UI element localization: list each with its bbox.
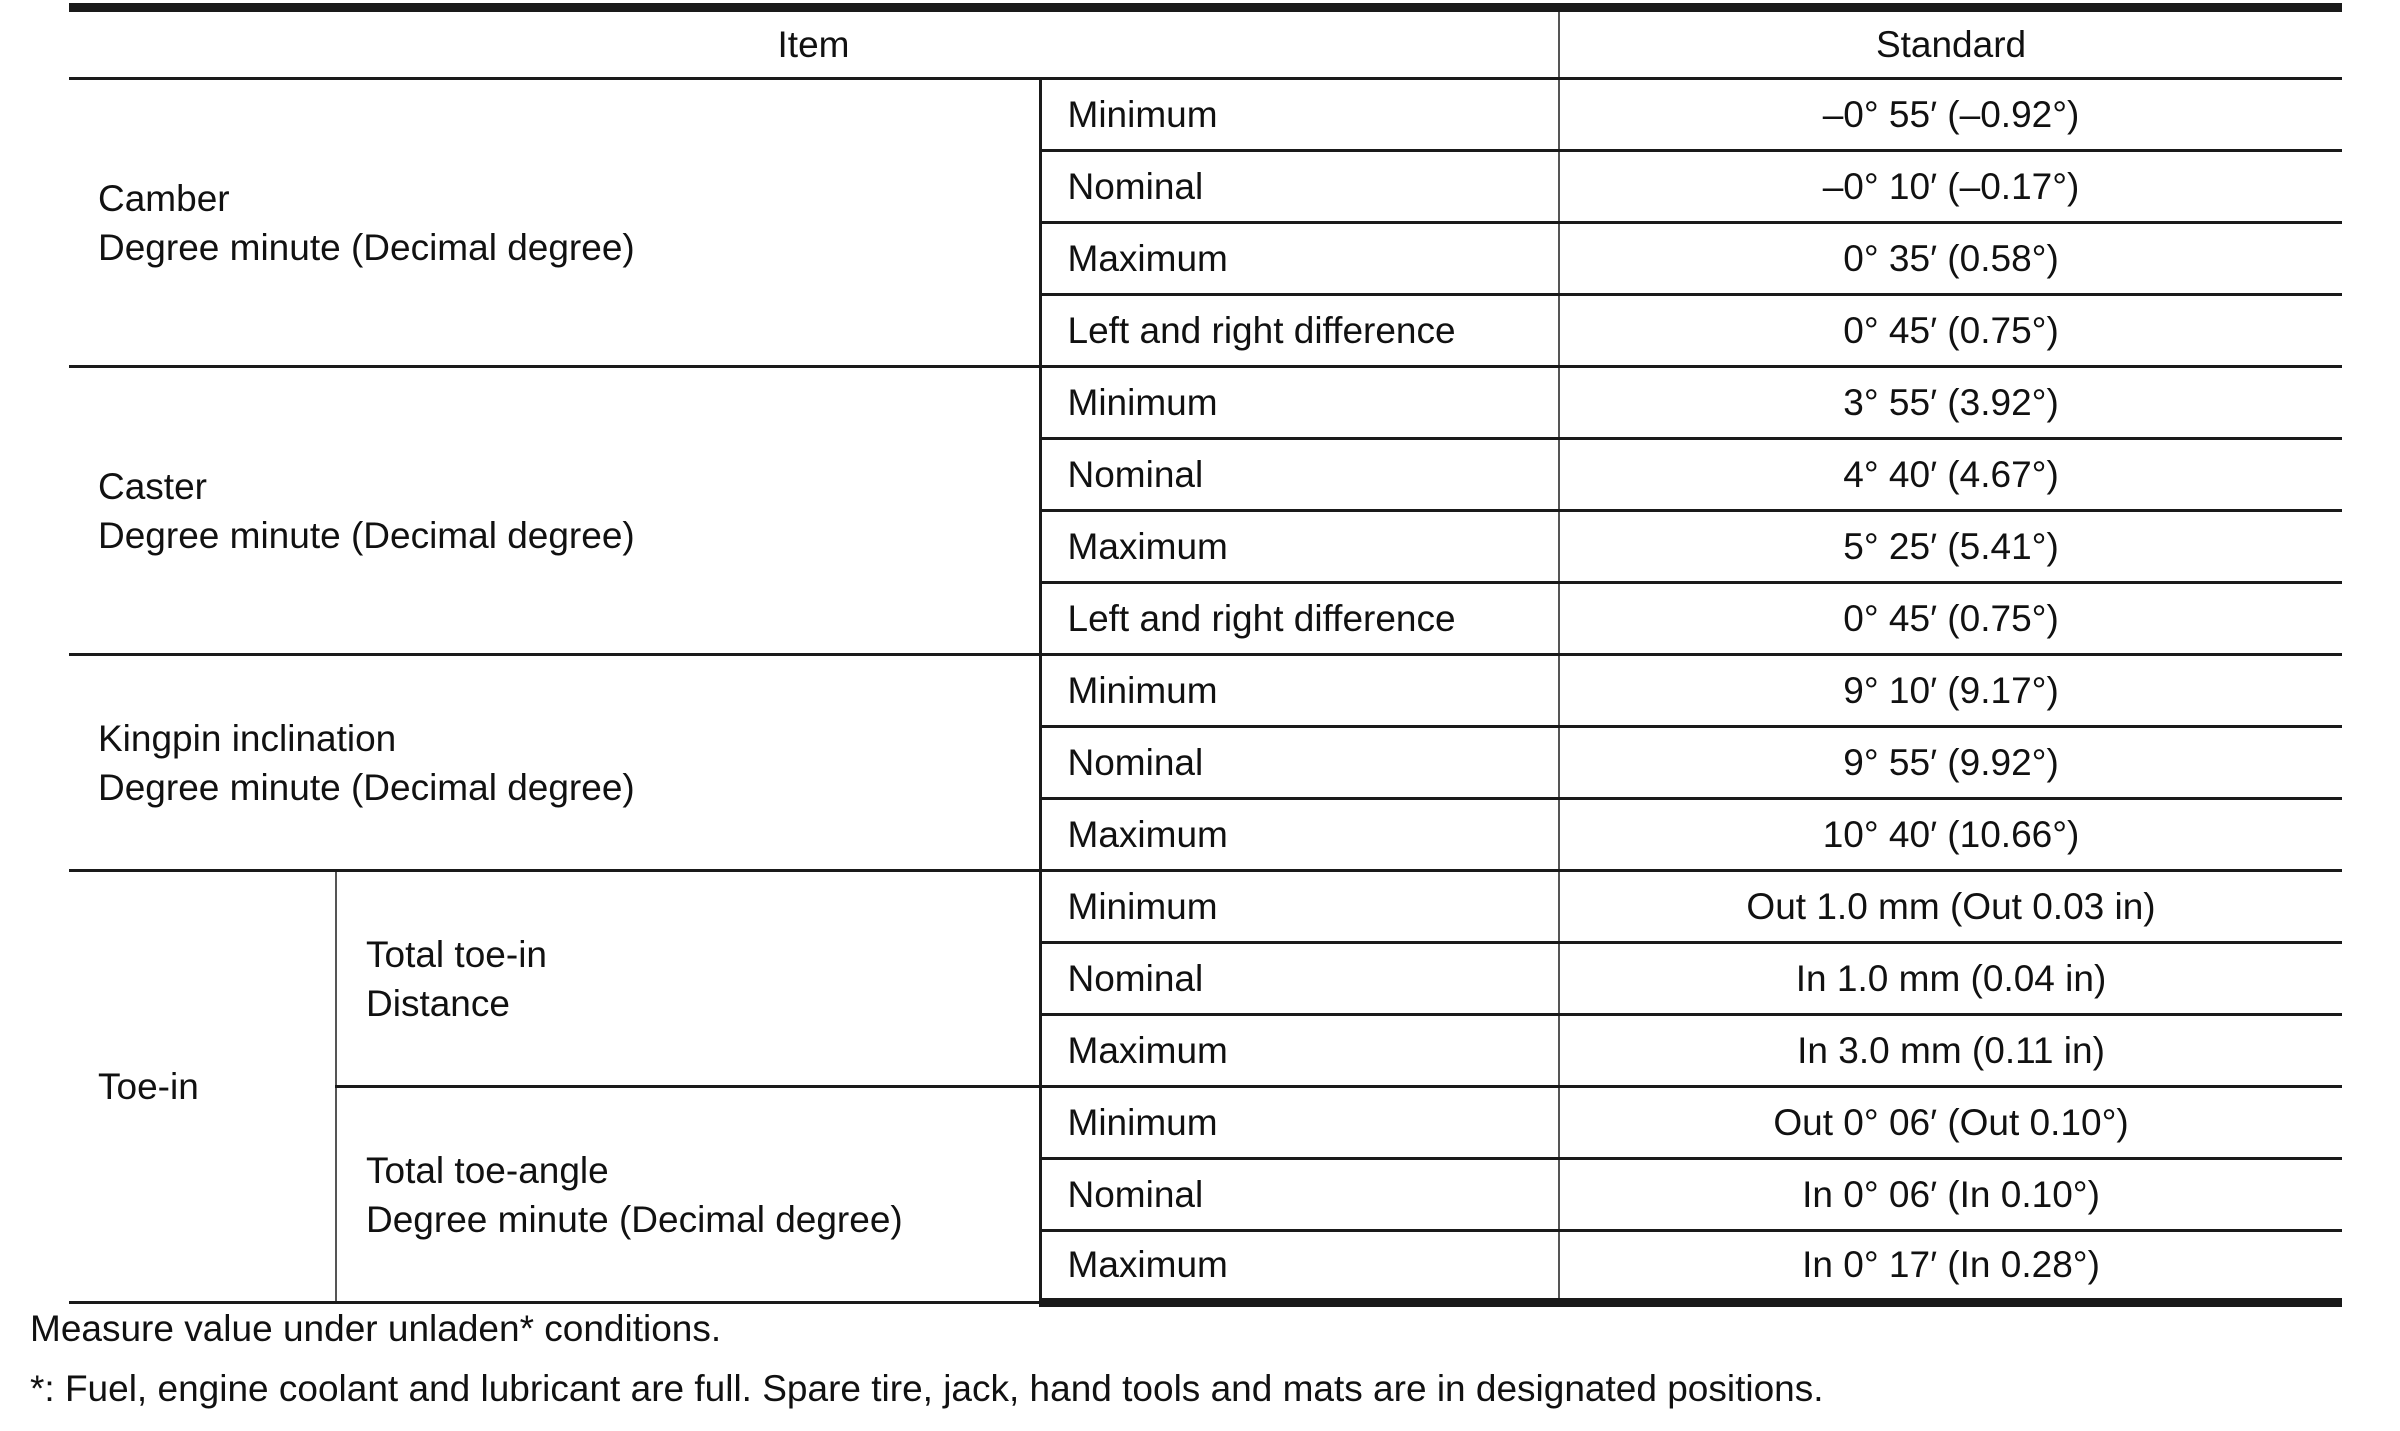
group-label-kingpin bbox=[69, 655, 1040, 871]
group-subtitle: Degree minute (Decimal degree) bbox=[98, 226, 635, 268]
row-label: Minimum bbox=[1040, 1087, 1559, 1159]
row-label: Nominal bbox=[1040, 439, 1559, 511]
subgroup-title: Total toe-angle bbox=[366, 1149, 609, 1191]
group-title: Toe-in bbox=[98, 1066, 199, 1107]
row-value: 4° 40′ (4.67°) bbox=[1559, 439, 2342, 511]
table-row bbox=[69, 367, 2342, 439]
subgroup-title: Total toe-in bbox=[366, 933, 547, 975]
column-header-standard: Standard bbox=[1559, 8, 2342, 79]
group-label-toe-in bbox=[69, 871, 336, 1303]
row-value: In 3.0 mm (0.11 in) bbox=[1559, 1015, 2342, 1087]
row-label: Minimum bbox=[1040, 79, 1559, 151]
row-label: Minimum bbox=[1040, 655, 1559, 727]
row-value: –0° 55′ (–0.92°) bbox=[1559, 79, 2342, 151]
row-label: Nominal bbox=[1040, 943, 1559, 1015]
group-title: Kingpin inclination bbox=[98, 717, 397, 759]
table-row bbox=[69, 655, 2342, 727]
row-value: In 1.0 mm (0.04 in) bbox=[1559, 943, 2342, 1015]
subgroup-subtitle: Distance bbox=[366, 982, 510, 1024]
row-value: 10° 40′ (10.66°) bbox=[1559, 799, 2342, 871]
group-subtitle: Degree minute (Decimal degree) bbox=[98, 514, 635, 556]
row-label: Maximum bbox=[1040, 799, 1559, 871]
row-value: Out 0° 06′ (Out 0.10°) bbox=[1559, 1087, 2342, 1159]
wheel-alignment-spec-table bbox=[69, 3, 2342, 1307]
group-title: Caster bbox=[98, 465, 207, 507]
row-value: In 0° 06′ (In 0.10°) bbox=[1559, 1159, 2342, 1231]
row-value: 5° 25′ (5.41°) bbox=[1559, 511, 2342, 583]
row-value: Out 1.0 mm (Out 0.03 in) bbox=[1559, 871, 2342, 943]
group-subtitle: Degree minute (Decimal degree) bbox=[98, 766, 635, 808]
row-value: In 0° 17′ (In 0.28°) bbox=[1559, 1231, 2342, 1303]
row-label: Maximum bbox=[1040, 511, 1559, 583]
subgroup-label-total-toe-in bbox=[336, 871, 1040, 1087]
row-label: Minimum bbox=[1040, 871, 1559, 943]
footnote-unladen-definition: *: Fuel, engine coolant and lubricant are full. Spare tire, jack, hand tools and mats are in designated positions. bbox=[30, 1368, 1824, 1409]
row-label: Maximum bbox=[1040, 1231, 1559, 1303]
group-label-camber bbox=[69, 79, 1040, 367]
row-label: Maximum bbox=[1040, 1015, 1559, 1087]
row-value: 9° 10′ (9.17°) bbox=[1559, 655, 2342, 727]
row-label: Nominal bbox=[1040, 727, 1559, 799]
subgroup-subtitle: Degree minute (Decimal degree) bbox=[366, 1198, 903, 1240]
footnote-unladen: Measure value under unladen* conditions. bbox=[30, 1308, 722, 1349]
row-value: 0° 45′ (0.75°) bbox=[1559, 583, 2342, 655]
row-value: 0° 35′ (0.58°) bbox=[1559, 223, 2342, 295]
row-label: Left and right difference bbox=[1040, 295, 1559, 367]
row-label: Left and right difference bbox=[1040, 583, 1559, 655]
row-label: Nominal bbox=[1040, 1159, 1559, 1231]
row-value: 9° 55′ (9.92°) bbox=[1559, 727, 2342, 799]
row-value: 0° 45′ (0.75°) bbox=[1559, 295, 2342, 367]
group-label-caster bbox=[69, 367, 1040, 655]
table-row bbox=[69, 79, 2342, 151]
row-label: Maximum bbox=[1040, 223, 1559, 295]
row-value: 3° 55′ (3.92°) bbox=[1559, 367, 2342, 439]
group-title: Camber bbox=[98, 177, 230, 219]
row-value: –0° 10′ (–0.17°) bbox=[1559, 151, 2342, 223]
row-label: Minimum bbox=[1040, 367, 1559, 439]
column-header-item: Item bbox=[69, 8, 1559, 79]
table-header-row bbox=[69, 8, 2342, 79]
row-label: Nominal bbox=[1040, 151, 1559, 223]
table-row bbox=[69, 871, 2342, 943]
table-row bbox=[69, 1087, 2342, 1159]
subgroup-label-total-toe-angle bbox=[336, 1087, 1040, 1303]
